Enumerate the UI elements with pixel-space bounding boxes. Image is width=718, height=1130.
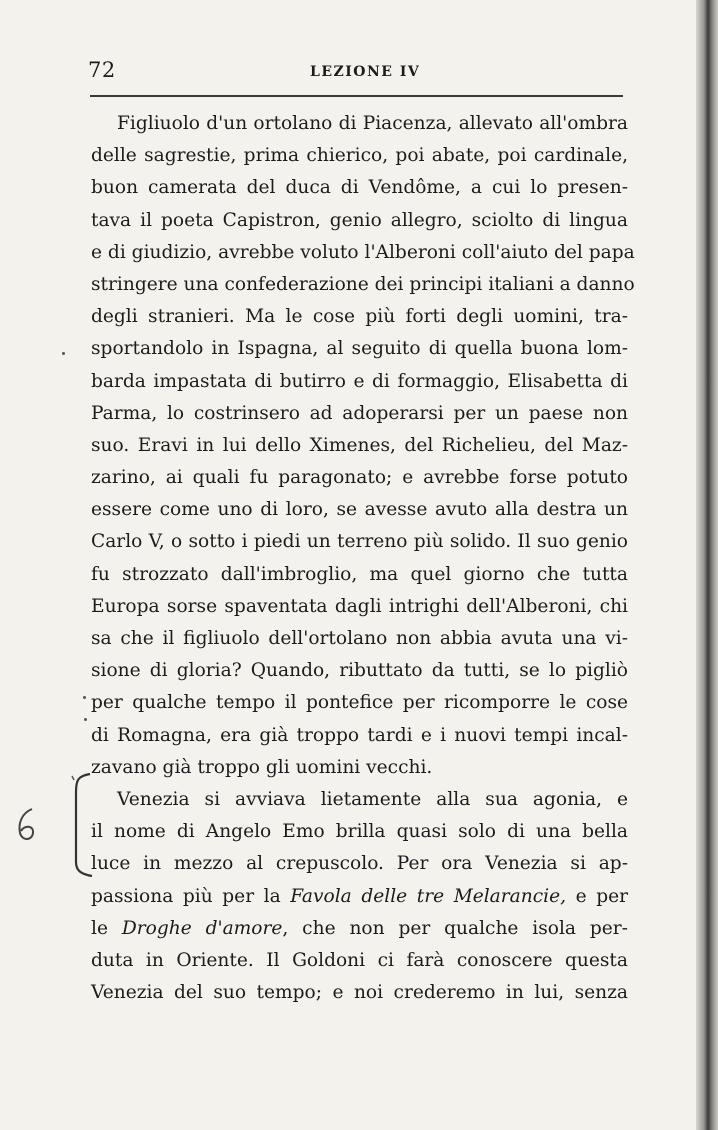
text-line: Parma, lo costrinsero ad adoperarsi per un paese non bbox=[91, 402, 628, 424]
text-line: per qualche tempo il pontefice per ricomporre le cose bbox=[91, 692, 628, 714]
text-line: zavano già troppo gli uomini vecchi. bbox=[91, 756, 433, 778]
body-text bbox=[91, 108, 635, 1009]
text-line: sione di gloria? Quando, ributtato da tutti, se lo pigliò bbox=[91, 660, 628, 682]
text-line bbox=[91, 913, 628, 945]
text-line: il nome di Angelo Emo brilla quasi solo di una bella bbox=[91, 821, 628, 843]
text-line: degli stranieri. Ma le cose più forti degli uomini, tra- bbox=[91, 306, 628, 328]
margin-note-six bbox=[12, 805, 42, 845]
text-line: sa che il figliuolo dell'ortolano non abbia avuta una vi- bbox=[91, 628, 628, 649]
text-line: suo. Eravi in lui dello Ximenes, del Richelieu, del Maz- bbox=[91, 434, 628, 456]
ink-speck bbox=[84, 718, 87, 721]
text-line: delle sagrestie, prima chierico, poi abate, poi cardinale, bbox=[91, 145, 628, 167]
text-line bbox=[91, 881, 628, 913]
text-line: sportandolo in Ispagna, al seguito di quella buona lom- bbox=[91, 338, 628, 360]
text-line: Venezia si avviava lietamente alla sua agonia, e bbox=[117, 788, 628, 810]
text-line: fu strozzato dall'imbroglio, ma quel giorno che tutta bbox=[91, 563, 628, 585]
margin-bracket-mark bbox=[64, 770, 94, 880]
text-line: e di giudizio, avrebbe voluto l'Alberoni coll'aiuto del papa bbox=[91, 241, 635, 263]
text-line: Venezia del suo tempo; e noi crederemo in lui, senza bbox=[91, 982, 628, 1004]
text-line: essere come uno di loro, se avesse avuto alla destra un bbox=[91, 499, 628, 521]
page-edge-shadow bbox=[696, 0, 718, 1130]
text-line: luce in mezzo al crepuscolo. Per ora Venezia si ap- bbox=[91, 853, 628, 875]
text-line: barda impastata di butirro e di formaggio, Elisabetta di bbox=[91, 370, 628, 392]
text-line: duta in Oriente. Il Goldoni ci farà conoscere questa bbox=[91, 949, 628, 971]
italic-title-favola: Favola delle tre Melarancie, bbox=[290, 885, 566, 907]
page-number: 72 bbox=[88, 58, 116, 82]
text-run: e per bbox=[566, 885, 628, 907]
text-run: passiona più per la bbox=[91, 885, 291, 907]
ink-speck bbox=[83, 696, 86, 699]
text-line: Europa sorse spaventata dagli intrighi dell'Alberoni, chi bbox=[91, 595, 628, 617]
ink-speck bbox=[62, 352, 65, 355]
text-line: tava il poeta Capistron, genio allegro, sciolto di lingua bbox=[91, 209, 628, 231]
text-line: Figliuolo d'un ortolano di Piacenza, allevato all'ombra bbox=[117, 113, 628, 134]
text-run: le bbox=[91, 917, 122, 939]
text-line: di Romagna, era già troppo tardi e i nuovi tempi incal- bbox=[91, 724, 628, 746]
text-line: zarino, ai quali fu paragonato; e avrebbe forse potuto bbox=[91, 467, 628, 489]
header-rule bbox=[90, 95, 623, 97]
italic-title-droghe: Droghe d'amore bbox=[121, 917, 283, 939]
running-head: LEZIONE IV bbox=[310, 64, 421, 80]
text-line: stringere una confederazione dei principi italiani a danno bbox=[91, 273, 635, 295]
page-header bbox=[88, 58, 623, 88]
text-run: , che non per qualche isola per- bbox=[282, 917, 628, 939]
text-line: buon camerata del duca di Vendôme, a cui lo presen- bbox=[91, 177, 628, 199]
text-line: Carlo V, o sotto i piedi un terreno più solido. Il suo genio bbox=[91, 531, 628, 553]
